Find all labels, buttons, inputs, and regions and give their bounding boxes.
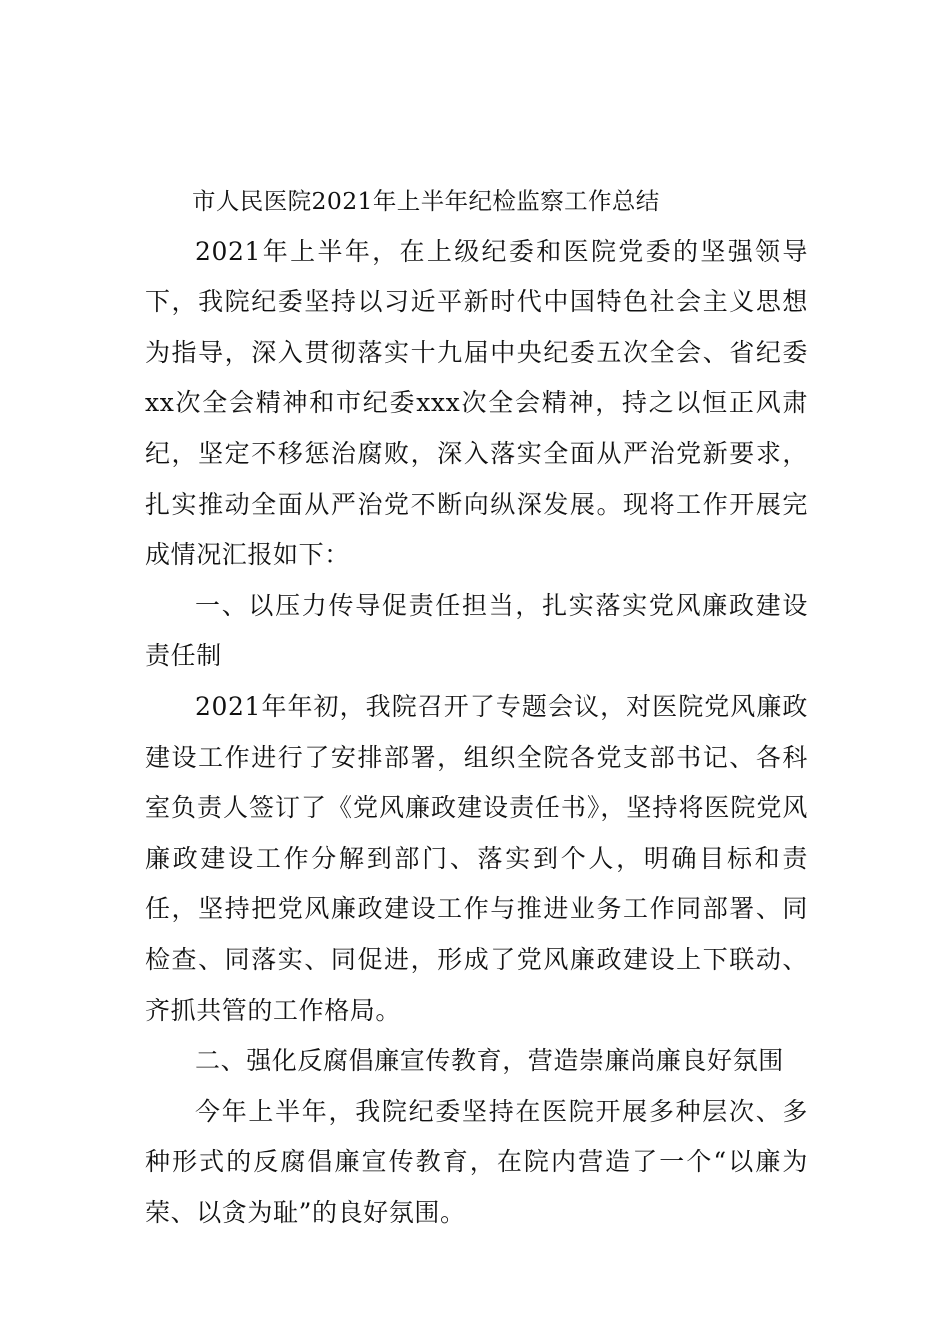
section-heading-1: 一、以压力传导促责任担当，扎实落实党风廉政建设责任制 xyxy=(145,590,808,671)
document-body xyxy=(145,176,808,1238)
paragraph-section-1: 2021年年初，我院召开了专题会议，对医院党风廉政建设工作进行了安排部署，组织全院各党支部书记、各科室负责人签订了《党风廉政建设责任书》，坚持将医院党风廉政建设工作分解到部门、落实到个人，明确目标和责任，坚持把党风廉政建设工作与推进业务工作同部署、同检查、同落实、同促进，形成了党风廉政建设上下联动、齐抓共管的工作格局。 xyxy=(145,691,808,1025)
document-title: 市人民医院2021年上半年纪检监察工作总结 xyxy=(192,187,660,215)
section-heading-2: 二、强化反腐倡廉宣传教育，营造崇廉尚廉良好氛围 xyxy=(195,1046,784,1076)
paragraph-intro: 2021年上半年，在上级纪委和医院党委的坚强领导下，我院纪委坚持以习近平新时代中国特色社会主义思想为指导，深入贯彻落实十九届中央纪委五次全会、省纪委xx次全会精神和市纪委xxx次全会精神，持之以恒正风肃纪，坚定不移惩治腐败，深入落实全面从严治党新要求，扎实推动全面从严治党不断向纵深发展。现将工作开展完成情况汇报如下： xyxy=(145,236,808,570)
paragraph-section-2: 今年上半年，我院纪委坚持在医院开展多种层次、多种形式的反腐倡廉宣传教育，在院内营造了一个“以廉为荣、以贪为耻”的良好氛围。 xyxy=(145,1096,808,1227)
